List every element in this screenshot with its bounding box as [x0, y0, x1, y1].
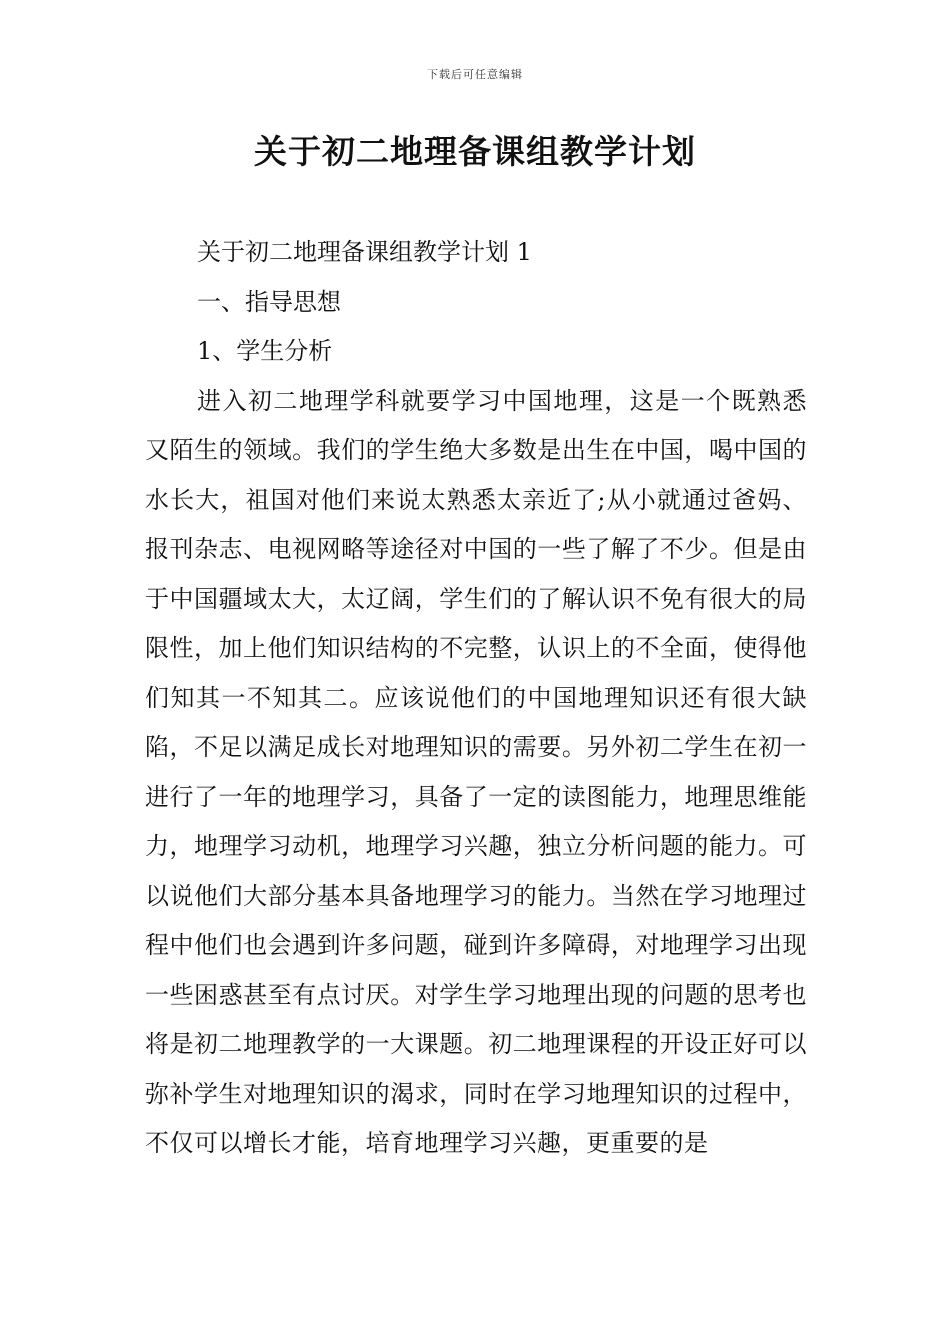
header-note: 下载后可任意编辑	[427, 68, 523, 81]
document-subtitle: 关于初二地理备课组教学计划 1	[197, 238, 532, 266]
section-heading: 一、指导思想	[197, 287, 341, 316]
page-title: 关于初二地理备课组教学计划	[254, 132, 696, 171]
body-paragraph: 进入初二地理学科就要学习中国地理，这是一个既熟悉又陌生的领域。我们的学生绝大多数是出生在中国，喝中国的水长大，祖国对他们来说太熟悉太亲近了;从小就通过爸妈、报刊杂志、电视网略等途径对中国的一些了解了不少。但是由于中国疆域太大，太辽阔，学生们的了解认识不免有很大的局限性，加上他们知识结构的不完整，认识上的不全面，使得他们知其一不知其二。应该说他们的中国地理知识还有很大缺陷，不足以满足成长对地理知识的需要。另外初二学生在初一进行了一年的地理学习，具备了一定的读图能力，地理思维能力，地理学习动机，地理学习兴趣，独立分析问题的能力。可以说他们大部分基本具备地理学习的能力。当然在学习地理过程中他们也会遇到许多问题，碰到许多障碍，对地理学习出现一些困惑甚至有点讨厌。对学生学习地理出现的问题的思考也将是初二地理教学的一大课题。初二地理课程的开设正好可以弥补学生对地理知识的渴求，同时在学习地理知识的过程中，不仅可以增长才能，培育地理学习兴趣，更重要的是	[145, 386, 807, 1157]
document-body	[145, 228, 807, 1169]
subsection-heading: 1、学生分析	[197, 337, 333, 365]
